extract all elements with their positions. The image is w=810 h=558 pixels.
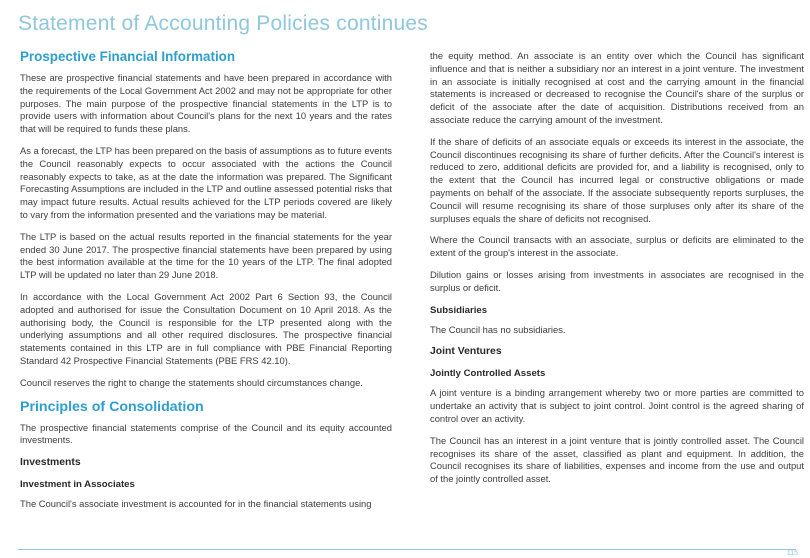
paragraph-no-subsidiaries: The Council has no subsidiaries. <box>430 323 566 335</box>
left-column <box>20 48 392 520</box>
right-column <box>430 50 804 495</box>
paragraph-purpose: These are prospective financial statements and have been prepared in accordance with the requirements of the Local Government Act 2002 and may not be appropriate for other purposes. The main purpose of the prospective financial statements in the LTP is to provide users with information about Council's plans for the next 10 years and the rates that will be required to funds these plans. <box>20 72 392 135</box>
paragraph-reserves-right: Council reserves the right to change the statements should circumstances change. <box>20 376 363 388</box>
paragraph-share-of-deficits: If the share of deficits of an associate equals or exceeds its interest in the associate, the Council discontinues recognising its share of further deficits. After the Council's interest is reduced to zero, additional deficits are provided for, and a liability is recognised, only to the extent that the Council has incurred legal or constructive obligations or made payments on behalf of the associate. If the associate subsequently reports surpluses, the Council will resume recognising its share of those surpluses only after its share of the surpluses equals the share of deficits not recognised. <box>430 135 804 224</box>
paragraph-joint-venture-interest: The Council has an interest in a joint venture that is jointly controlled asset. The Council recognises its share of the asset, classified as plant and equipment. In addition, the Council recognises its share of liabilities, expenses and income from the use and output of the jointly controlled asset. <box>430 434 804 485</box>
paragraph-dilution-gains: Dilution gains or losses arising from investments in associates are recognised in the surplus or deficit. <box>430 268 804 293</box>
page-number: 115 <box>786 550 798 557</box>
heading-principles-of-consolidation: Principles of Consolidation <box>20 398 204 415</box>
paragraph-forecast: As a forecast, the LTP has been prepared on the basis of assumptions as to future events the Council reasonably expects to occur associated with the actions the Council reasonably expects to take, as at the date the information was prepared. The Significant Forecasting Assumptions are included in the LTP and outline assessed potential risks that may impact future results. Actual results achieved for the LTP periods covered are likely to vary from the information presented and the variations may be material. <box>20 144 392 220</box>
paragraph-associate-investment: The Council's associate investment is accounted for in the financial statements using <box>20 498 372 510</box>
paragraph-equity-method: the equity method. An associate is an entity over which the Council has significant influence and that is neither a subsidiary nor an interest in a joint venture. The investment in an associate is initially recognised at cost and the carrying amount in the financial statements is increased or decreased to recognise the Council's share of the surplus or deficit of the associate after the date of acquisition. Distributions received from an associate reduce the carrying amount of the investment. <box>430 50 804 125</box>
heading-investment-in-associates: Investment in Associates <box>20 479 135 491</box>
page-title: Statement of Accounting Policies continues <box>18 12 428 35</box>
heading-subsidiaries: Subsidiaries <box>430 304 488 316</box>
paragraph-ltp-basis: The LTP is based on the actual results reported in the financial statements for the year ended 30 June 2017. The prospective financial statements have been prepared by using the best information available at the time for the 10 years of the LTP. The final adopted LTP will be updated no later than 29 June 2018. <box>20 230 392 281</box>
heading-prospective-financial-information: Prospective Financial Information <box>20 49 236 64</box>
paragraph-transactions-with-associate: Where the Council transacts with an associate, surplus or deficits are eliminated to the extent of the group's interest in the associate. <box>430 234 804 259</box>
footer-divider <box>18 549 796 550</box>
heading-joint-ventures: Joint Ventures <box>430 346 502 358</box>
paragraph-consolidation: The prospective financial statements comprise of the Council and its equity accounted investments. <box>20 421 392 446</box>
paragraph-joint-venture-definition: A joint venture is a binding arrangement whereby two or more parties are committed to undertake an activity that is subject to joint control. Joint control is the agreed sharing of control over an activity. <box>430 387 804 424</box>
heading-investments: Investments <box>20 457 81 469</box>
paragraph-lga-compliance: In accordance with the Local Government Act 2002 Part 6 Section 93, the Council adopted and authorised for issue the Consultation Document on 10 April 2018. As the authorising body, the Council is responsible for the LTP presented along with the underlying assumptions and all other required disclosures. The prospective financial statements contained in this LTP are in full compliance with PBE Financial Reporting Standard 42 Prospective Financial Statements (PBE FRS 42.10). <box>20 290 392 366</box>
heading-jointly-controlled-assets: Jointly Controlled Assets <box>430 368 546 380</box>
